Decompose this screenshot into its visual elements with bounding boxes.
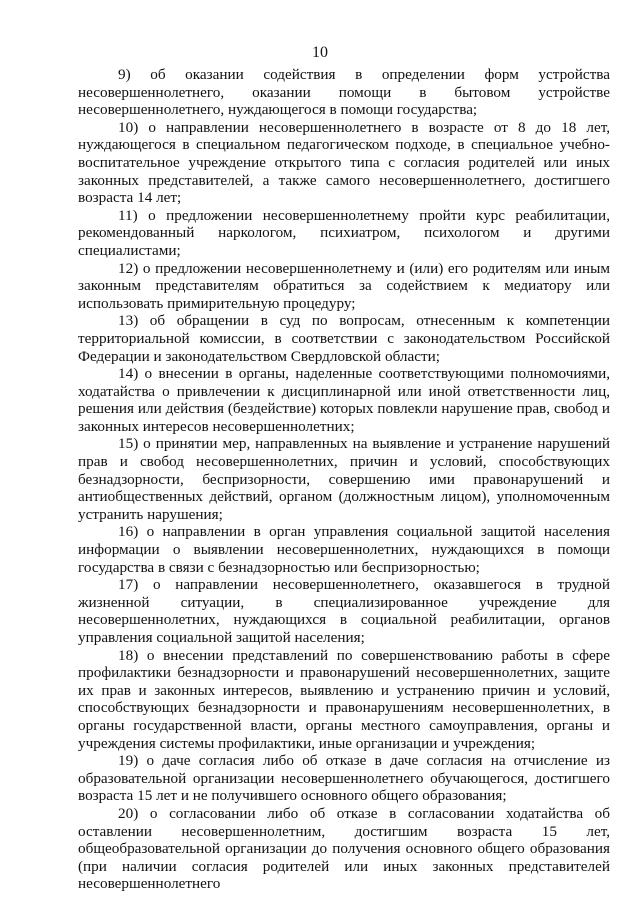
list-item-19: 19) о даче согласия либо об отказе в даче согласия на отчисление из образовательной организации несовершеннолетнего обучающегося, достигшего возраста 15 лет и не получившего основного общего образования; xyxy=(78,752,610,805)
list-item-13: 13) об обращении в суд по вопросам, отнесенным к компетенции территориальной комиссии, в соответствии с законодательством Российской Федерации и законодательством Свердловской области; xyxy=(78,312,610,365)
page-number: 10 xyxy=(312,44,328,61)
list-item-15: 15) о принятии мер, направленных на выявление и устранение нарушений прав и свобод несовершеннолетних, причин и условий, способствующих безнадзорности, беспризорности, совершению ими правонарушений и антиобщественных действий, органом (должностным лицом), уполномоченным устранить нарушения; xyxy=(78,435,610,523)
list-item-17: 17) о направлении несовершеннолетнего, оказавшегося в трудной жизненной ситуации, в специализированное учреждение для несовершеннолетних, нуждающихся в социальной реабилитации, органов управления социальной защитой населения; xyxy=(78,576,610,646)
document-body xyxy=(78,66,610,893)
list-item-16: 16) о направлении в орган управления социальной защитой населения информации о выявлении несовершеннолетних, нуждающихся в помощи государства в связи с безнадзорностью или беспризорностью; xyxy=(78,523,610,576)
list-item-9: 9) об оказании содействия в определении форм устройства несовершеннолетнего, оказании помощи в бытовом устройстве несовершеннолетнего, нуждающегося в помощи государства; xyxy=(78,66,610,119)
list-item-14: 14) о внесении в органы, наделенные соответствующими полномочиями, ходатайства о привлечении к дисциплинарной или иной ответственности лиц, решения или действия (бездействие) которых повлекли нарушение прав, свобод и законных интересов несовершеннолетних; xyxy=(78,365,610,435)
list-item-10: 10) о направлении несовершеннолетнего в возрасте от 8 до 18 лет, нуждающегося в специальном педагогическом подходе, в специальное учебно-воспитательное учреждение открытого типа с согласия родителей или иных законных представителей, а также самого несовершеннолетнего, достигшего возраста 14 лет; xyxy=(78,118,610,207)
list-item-11: 11) о предложении несовершеннолетнему пройти курс реабилитации, рекомендованный наркологом, психиатром, психологом и другими специалистами; xyxy=(78,206,610,259)
list-item-18: 18) о внесении представлений по совершенствованию работы в сфере профилактики безнадзорности и правонарушений несовершеннолетних, защите их прав и законных интересов, выявлению и устранению причин и условий, способствующих безнадзорности и правонарушениям несовершеннолетних, в органы государственной власти, органы местного самоуправления, органы и учреждения системы профилактики, иные организации и учреждения; xyxy=(78,646,610,752)
list-item-20: 20) о согласовании либо об отказе в согласовании ходатайства об оставлении несовершеннолетним, достигшим возраста 15 лет, общеобразовательной организации до получения основного общего образования (при наличии согласия родителей или иных законных представителей несовершеннолетнего xyxy=(78,804,610,893)
list-item-12: 12) о предложении несовершеннолетнему и (или) его родителям или иным законным представителям обратиться за содействием к медиатору или использовать примирительную процедуру; xyxy=(78,259,610,312)
